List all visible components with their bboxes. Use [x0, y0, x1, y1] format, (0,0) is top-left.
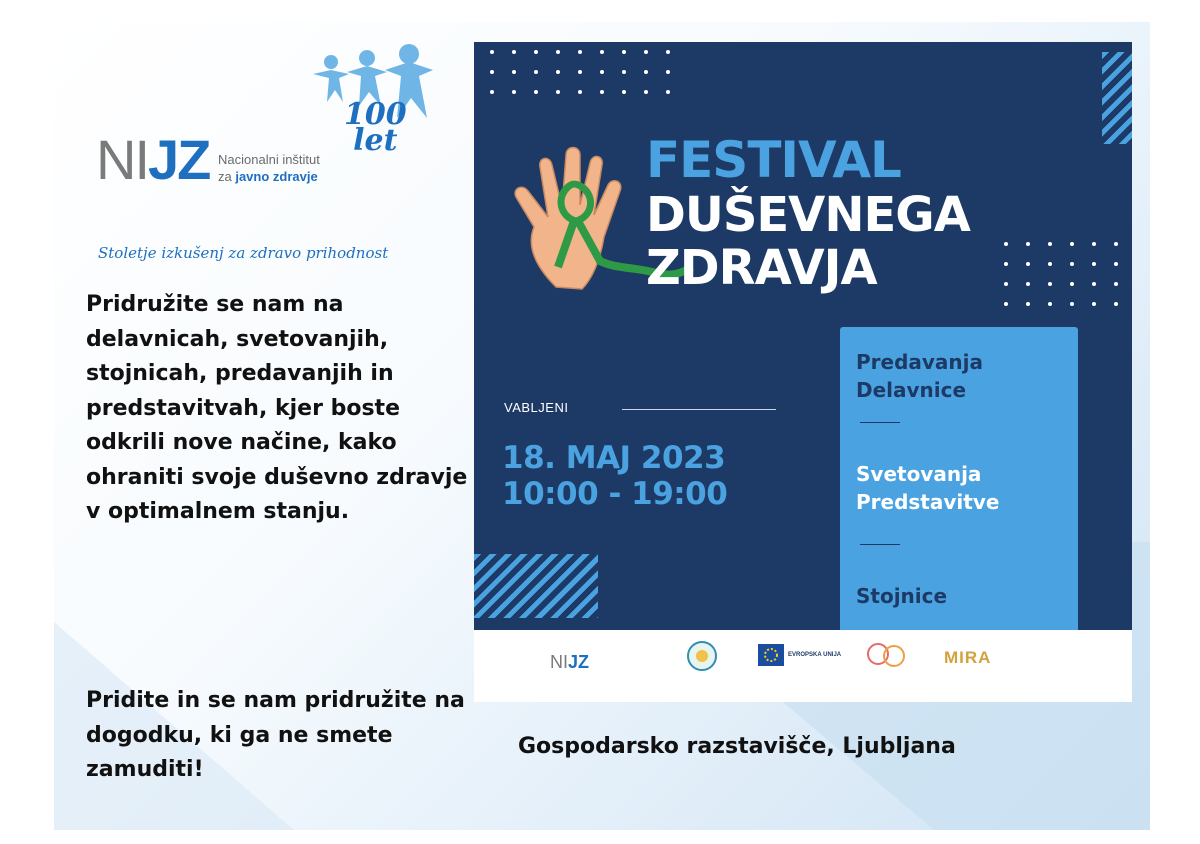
nijz-small-logo: NIJZ [550, 652, 590, 672]
poster-title-line1: FESTIVAL [646, 131, 901, 189]
poster-title-line3: ZDRAVJA [646, 240, 877, 296]
dot-pattern-top-left [488, 46, 688, 106]
poster-footer [474, 630, 1132, 702]
festival-poster [474, 42, 1132, 702]
anniversary-badge: 100 let [344, 97, 407, 158]
dot-pattern-right [1002, 238, 1132, 328]
nijz-logo-letters: NIJZ [96, 128, 210, 191]
activity-item: Stojnice [856, 584, 948, 608]
outro-text: Pridite in se nam pridružite na dogodku, ki ga ne smete zamuditi! [86, 688, 465, 782]
nijz-logo-subtitle-line2: za javno zdravje [218, 169, 318, 184]
activity-item: Svetovanja [856, 462, 982, 486]
mira-logo: MIRA [944, 648, 992, 667]
eu-label: EVROPSKA UNIJA [788, 652, 842, 658]
activity-divider [860, 422, 900, 423]
activity-divider [860, 544, 900, 545]
activity-item: Delavnice [856, 378, 967, 402]
tagline: Stoletje izkušenj za zdravo prihodnost [98, 244, 389, 262]
invited-label: VABLJENI [504, 400, 569, 415]
hatch-bottom-left [474, 554, 598, 618]
speech-bubbles-logo [866, 642, 906, 674]
invited-divider [622, 409, 776, 410]
hatch-top-right [1102, 52, 1132, 144]
activity-item: Predavanja [856, 350, 984, 374]
event-time: 10:00 - 19:00 [502, 476, 728, 512]
activity-item: Predstavitve [856, 490, 1000, 514]
poster-title-line2: DUŠEVNEGA [646, 187, 970, 243]
event-date: 18. MAJ 2023 [502, 440, 726, 476]
nijz-logo-subtitle-line1: Nacionalni inštitut [218, 152, 320, 167]
slide [54, 22, 1150, 830]
eu-flag-icon [758, 644, 784, 666]
intro-text: Pridružite se nam na delavnicah, svetovanjih, stojnicah, predavanjih in predstavitvah, kjer boste odkrili nove načine, kako ohraniti svoje duševno zdravje v optimalnem stanju. [86, 292, 468, 524]
partner-shield-logo [686, 640, 718, 680]
event-date-time [502, 440, 727, 512]
event-location: Gospodarsko razstavišče, Ljubljana [518, 734, 956, 759]
